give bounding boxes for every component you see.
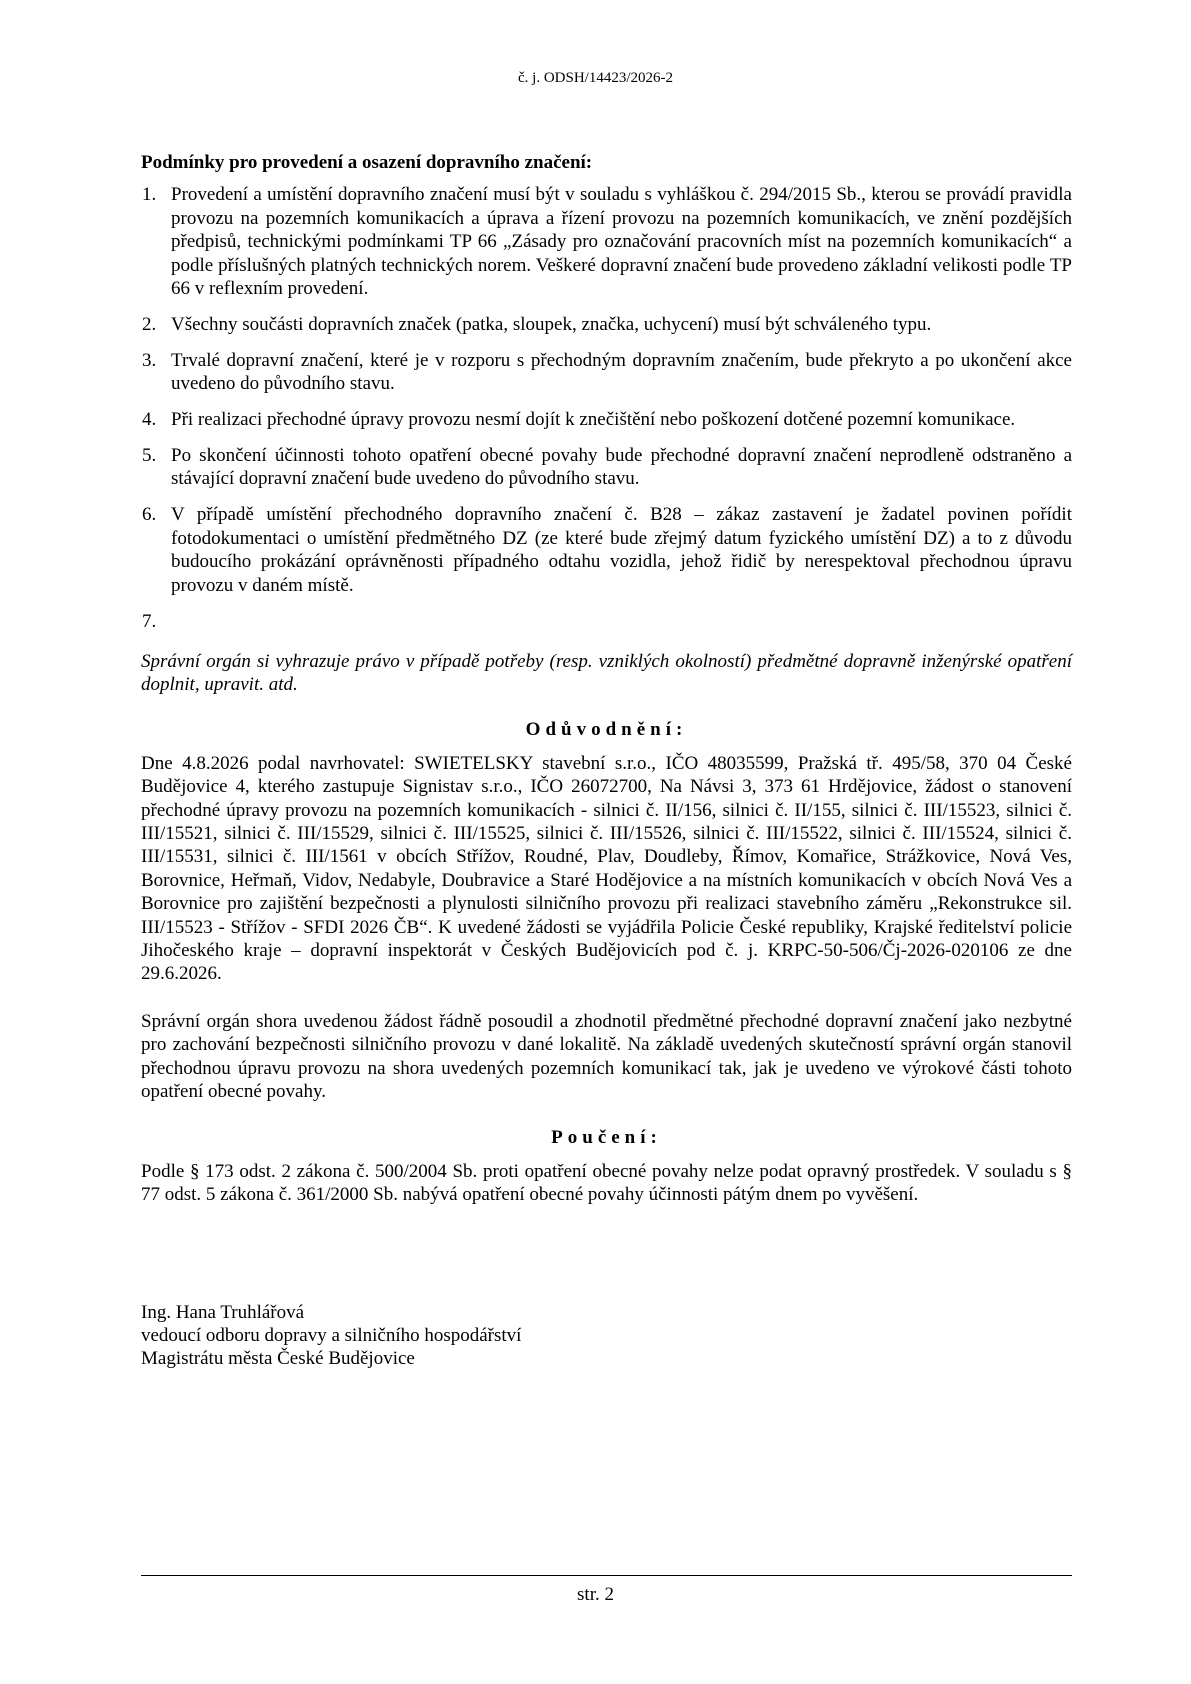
condition-text: Trvalé dopravní značení, které je v rozporu s přechodným dopravním značením, bude překryto a po ukončení akce uvedeno do původního stavu. — [171, 349, 1072, 395]
condition-item — [141, 444, 1072, 491]
condition-item — [141, 503, 1072, 597]
footer-divider — [141, 1575, 1072, 1576]
condition-text: Provedení a umístění dopravního značení musí být v souladu s vyhláškou č. 294/2015 Sb., kterou se provádí pravidla provozu na pozemních komunikacích a úprava a řízení provozu na pozemních komunikacích, ve znění pozdějších předpisů, technickými podmínkami TP 66 „Zásady pro označování pracovních míst na pozemních komunikacích“ a podle příslušných platných technických norem. Veškeré dopravní značení bude provedeno základní velikosti podle TP 66 v reflexním provedení. — [171, 184, 1072, 300]
conditions-heading: Podmínky pro provedení a osazení dopravního značení: — [141, 152, 593, 173]
document-body — [141, 151, 1072, 1371]
condition-text: Všechny součásti dopravních značek (patka, sloupek, značka, uchycení) musí být schváleného typu. — [171, 313, 932, 335]
condition-number: 3. — [142, 349, 157, 371]
condition-number: 2. — [142, 313, 157, 335]
condition-item — [141, 408, 1072, 431]
condition-number: 5. — [142, 445, 157, 467]
condition-text: Při realizaci přechodné úpravy provozu nesmí dojít k znečištění nebo poškození dotčené pozemní komunikace. — [171, 409, 1016, 431]
condition-number: 1. — [142, 184, 157, 206]
condition-item — [141, 349, 1072, 396]
document-reference: č. j. ODSH/14423/2026-2 — [518, 70, 673, 86]
instruction-heading: Poučení: — [551, 1127, 662, 1149]
justification-heading: Odůvodnění: — [525, 719, 688, 741]
justification-paragraph: Správní orgán shora uvedenou žádost řádně posoudil a zhodnotil předmětné přechodné dopravní značení jako nezbytné pro zachování bezpečnosti silničního provozu v dané lokalitě. Na základě uvedených skutečností správní orgán stanovil přechodnou úpravu provozu na shora uvedených pozemních komunikací tak, jak je uvedeno ve výrokové části tohoto opatření obecné povahy. — [141, 1010, 1072, 1102]
signature-office: Magistrátu města České Budějovice — [141, 1348, 415, 1370]
condition-item — [141, 183, 1072, 300]
conditions-list — [141, 183, 1072, 632]
condition-item — [141, 610, 1072, 633]
condition-number: 6. — [142, 504, 157, 526]
page-number: str. 2 — [577, 1584, 614, 1605]
reservation-note: Správní orgán si vyhrazuje právo v případě potřeby (resp. vzniklých okolností) předmětné dopravně inženýrské opatření doplnit, upravit. atd. — [141, 650, 1072, 695]
condition-number: 7. — [142, 610, 157, 632]
signature-name: Ing. Hana Truhlářová — [141, 1301, 305, 1323]
condition-text: Po skončení účinnosti tohoto opatření obecné povahy bude přechodné dopravní značení neprodleně odstraněno a stávající dopravní značení bude uvedeno do původního stavu. — [171, 445, 1072, 490]
condition-item — [141, 313, 1072, 336]
instruction-text: Podle § 173 odst. 2 zákona č. 500/2004 Sb. proti opatření obecné povahy nelze podat opravný prostředek. V souladu s § 77 odst. 5 zákona č. 361/2000 Sb. nabývá opatření obecné povahy účinnosti pátým dnem po vyvěšení. — [141, 1160, 1072, 1206]
condition-number: 4. — [142, 409, 157, 431]
justification-paragraph: Dne 4.8.2026 podal navrhovatel: SWIETELSKY stavební s.r.o., IČO 48035599, Pražská tř. 495/58, 370 04 České Budějovice 4, kterého zastupuje Signistav s.r.o., IČO 26072700, Na Návsi 3, 373 61 Hrdějovice, žádost o stanovení přechodné úpravy provozu na pozemních komunikacích - silnici č. II/156, silnici č. II/155, silnici č. III/15523, silnici č. III/15521, silnici č. III/15529, silnici č. III/15525, silnici č. III/15526, silnici č. III/15522, silnici č. III/15524, silnici č. III/15531, silnici č. III/1561 v obcích Střížov, Roudné, Plav, Doudleby, Římov, Komařice, Strážkovice, Nová Ves, Borovnice, Heřmaň, Vidov, Nedabyle, Doubravice a Staré Hodějovice a na místních komunikacích v obcích Nová Ves a Borovnice pro zajištění bezpečnosti a plynulosti silničního provozu při realizaci stavebního záměru „Rekonstrukce sil. III/15523 - Střížov - SFDI 2026 ČB“. K uvedené žádosti se vyjádřila Policie České republiky, Krajské ředitelství policie Jihočeského kraje – dopravní inspektorát v Českých Budějovicích pod č. j. KRPC-50-506/Čj-2026-020106 ze dne 29.6.2026. — [141, 752, 1072, 985]
condition-text: V případě umístění přechodného dopravního značení č. B28 – zákaz zastavení je žadatel povinen pořídit fotodokumentaci o umístění předmětného DZ (ze které bude zřejmý datum fyzického umístění DZ) a to z důvodu budoucího prokázání oprávněnosti případného odtahu vozidla, jehož řidič by nerespektoval přechodnou úpravu provozu v daném místě. — [171, 504, 1072, 596]
signature-position: vedoucí odboru dopravy a silničního hospodářství — [141, 1325, 522, 1347]
